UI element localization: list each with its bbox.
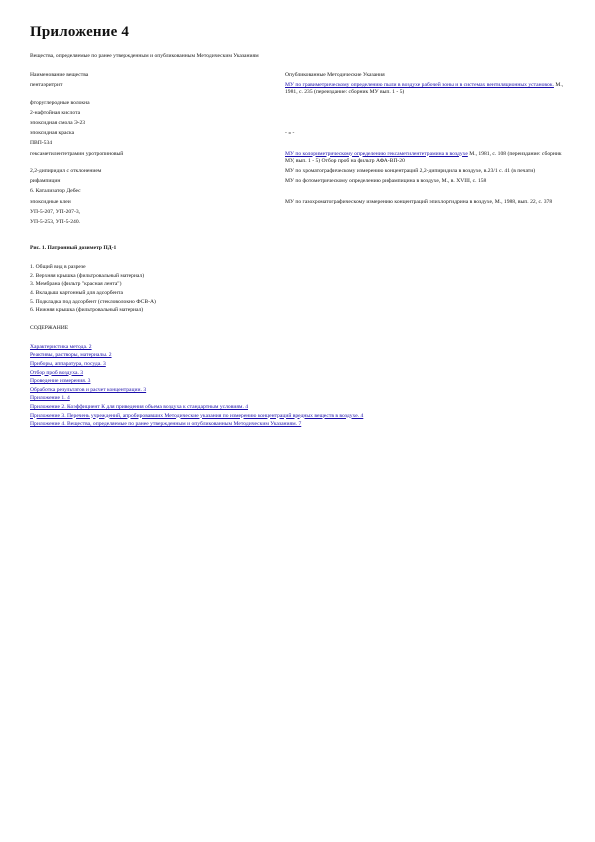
toc-link[interactable]: Приборы, аппаратура, посуда. 3 <box>30 361 106 367</box>
substance-name: УП-5-207, УП-207-3, <box>30 208 81 215</box>
table-row <box>30 110 565 120</box>
toc-link[interactable]: Реактивы, растворы, материалы. 2 <box>30 352 112 359</box>
table-header-row <box>30 72 565 82</box>
substance-name: пентаэритрит <box>30 82 63 89</box>
guideline-cell <box>285 178 565 188</box>
substance-name: фторуглеродные волокна <box>30 99 90 106</box>
legend-item: 1. Общий вид в разрезе <box>30 264 86 271</box>
guideline-cell <box>285 219 565 229</box>
legend-item: 6. Нижняя крышка (фильтровальный материал) <box>30 307 144 314</box>
guideline-cell <box>285 209 565 219</box>
toc-link[interactable]: Отбор проб воздуха. 3 <box>30 369 84 376</box>
substance-name: 6. Катализатор Дебес <box>30 188 81 195</box>
table-row <box>30 82 565 99</box>
figure-legend <box>30 263 570 315</box>
table-row <box>30 178 565 188</box>
substance-name: гексаметилентетрамин уротропиновый <box>30 150 124 157</box>
substance-name: эпоксидная краска <box>30 130 75 137</box>
toc-link[interactable]: Проведение измерения. 3 <box>30 378 91 385</box>
guideline-text: М., 1981, с. 235 (переиздание: сборник МУ вып. 1 - 5) <box>285 82 564 96</box>
toc-link[interactable]: Приложение 1. 4 <box>30 395 70 402</box>
legend-item: 2. Верхняя крышка (фильтровальный материал) <box>30 272 145 279</box>
table-row <box>30 100 565 110</box>
toc-link[interactable]: Характеристика метода. 2 <box>30 343 92 350</box>
legend-item: 3. Мембрана (фильтр "красная лента") <box>30 281 122 288</box>
header-substance: Наименование вещества <box>30 72 89 78</box>
legend-item: 4. Вкладыш картонный для адсорбента <box>30 290 124 297</box>
substance-name: эпоксидная смола Э-23 <box>30 120 86 127</box>
substance-name: 2-нафтойная кислота <box>30 109 81 116</box>
table-row <box>30 151 565 168</box>
document-page <box>30 24 570 429</box>
substance-name: рифампицин <box>30 178 61 185</box>
guideline-cell <box>285 120 565 130</box>
table-row <box>30 130 565 140</box>
guideline-cell <box>285 140 565 150</box>
guideline-text: М., 1981, с. 108 (переиздание: сборник МУ, вып. 1 - 5) Отбор проб на фильтр АФА-ВП-20 <box>285 150 562 164</box>
table-row <box>30 209 565 219</box>
guideline-link[interactable]: МУ по колориметрическому определению гексаметилентетрамина в воздухе <box>285 150 468 157</box>
guideline-cell <box>285 151 565 168</box>
table-row <box>30 140 565 150</box>
table-row <box>30 219 565 229</box>
guideline-link[interactable]: МУ по гравиметрическому определению пыли в воздухе рабочей зоны и в системах вентиляционных установок. <box>285 82 554 89</box>
guideline-cell <box>285 110 565 120</box>
table-row <box>30 120 565 130</box>
guideline-cell <box>285 130 565 140</box>
table-row <box>30 168 565 178</box>
page-subtitle: Вещества, определяемые по ранее утвержденным и опубликованным Методическим Указаниям <box>30 53 259 59</box>
table-row <box>30 199 565 209</box>
legend-item: 5. Подкладка под адсорбент (стекловолокно ФСВ-А) <box>30 298 156 305</box>
table-row <box>30 188 565 198</box>
toc-link[interactable]: Приложение 2. Коэффициент К для приведения объема воздуха к стандартным условиям. 4 <box>30 403 249 410</box>
substance-name: ПВП-534 <box>30 140 53 147</box>
guideline-cell <box>285 100 565 110</box>
toc-link[interactable]: Приложение 3. Перечень учреждений, апробировавших Методические указания по измерению концентраций вредных веществ в воздухе. 4 <box>30 412 364 419</box>
guideline-cell <box>285 199 565 209</box>
toc-link[interactable]: Приложение 4. Вещества, определяемые по ранее утвержденным и опубликованным Методическим Указаниям. 7 <box>30 421 302 428</box>
guideline-text: МУ по хроматографическому измерению концентраций 2,2-дипиридила в воздухе, в.23/1 с. 41 (в печати) <box>285 168 536 175</box>
guideline-text: - « - <box>285 130 295 137</box>
header-guidelines: Опубликованные Методические Указания <box>285 72 385 78</box>
guideline-cell <box>285 82 565 99</box>
guideline-cell <box>285 188 565 198</box>
figure-caption: Рис. 1. Патронный дозиметр ПД-1 <box>30 245 117 252</box>
guideline-text: МУ по фотометрическому определению рифампицина в воздухе, М., в. XVIII, с. 158 <box>285 178 487 185</box>
guideline-cell <box>285 168 565 178</box>
toc-title: СОДЕРЖАНИЕ <box>30 324 69 331</box>
substances-table <box>30 72 565 229</box>
substance-name: эпоксидные клеи <box>30 198 71 205</box>
page-title: Приложение 4 <box>30 24 130 40</box>
toc-link[interactable]: Обработка результатов и расчет концентрации. 3 <box>30 386 147 393</box>
table-of-contents <box>30 343 570 429</box>
guideline-text: МУ по газохроматографическому измерению концентраций эпихлоргидрина в воздухе, М., 1988, вып. 22, с. 378 <box>285 198 553 205</box>
substance-name: 2,2-дипиридил с отклонением <box>30 168 102 175</box>
substance-name: УП-5-253, УП-5-240. <box>30 219 81 226</box>
